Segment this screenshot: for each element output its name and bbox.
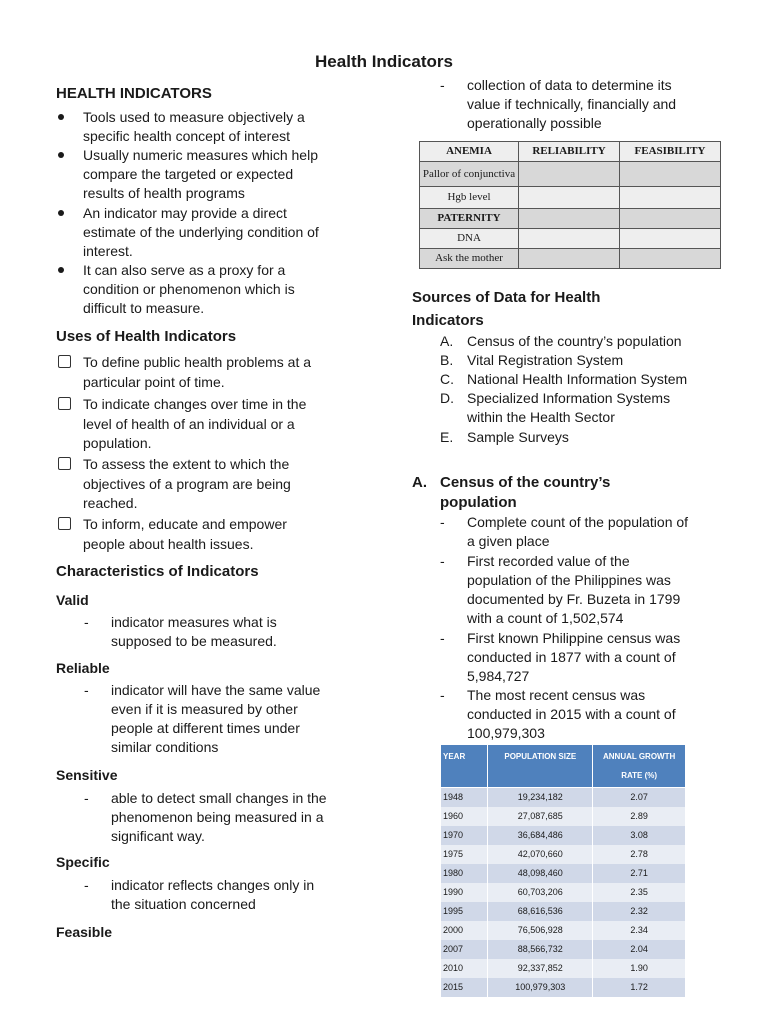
source-letter: C. xyxy=(440,371,454,387)
characteristic-sensitive-label: Sensitive xyxy=(56,767,118,783)
source-text-line: within the Health Sector xyxy=(467,409,615,425)
characteristic-text-line: phenomenon being measured in a xyxy=(111,809,324,825)
reliability-feasibility-table xyxy=(419,141,721,269)
uses-text-line: particular point of time. xyxy=(83,373,225,390)
pop-cell-growth: 2.04 xyxy=(593,940,686,959)
pop-cell-year: 1975 xyxy=(441,845,488,864)
dash-marker: - xyxy=(84,682,89,698)
pop-cell-year: 1948 xyxy=(441,788,488,808)
pop-cell-year: 1960 xyxy=(441,807,488,826)
pop-cell-size: 100,979,303 xyxy=(488,978,593,997)
bullet-text-line: interest. xyxy=(83,243,133,259)
pop-cell-growth: 1.72 xyxy=(593,978,686,997)
pop-cell-growth: 2.35 xyxy=(593,883,686,902)
pop-cell-size: 36,684,486 xyxy=(488,826,593,845)
pop-cell-year: 2015 xyxy=(441,978,488,997)
bullet-text-line: results of health programs xyxy=(83,185,245,201)
pop-cell-growth: 2.34 xyxy=(593,921,686,940)
dash-marker: - xyxy=(440,514,445,530)
source-text-line: Vital Registration System xyxy=(467,352,624,368)
pop-cell-year: 1995 xyxy=(441,902,488,921)
source-letter: D. xyxy=(440,390,454,406)
bullet-icon xyxy=(58,114,64,120)
bullet-text-line: condition or phenomenon which is xyxy=(83,281,295,297)
pop-cell-growth: 2.71 xyxy=(593,864,686,883)
pop-cell-growth: 2.32 xyxy=(593,902,686,921)
uses-text-line: To assess the extent to which the xyxy=(83,456,290,472)
dash-marker: - xyxy=(440,630,445,646)
rel-cell xyxy=(620,229,721,249)
census-text-line: conducted in 2015 with a count of xyxy=(467,706,676,722)
source-letter: E. xyxy=(440,429,454,445)
pop-cell-year: 2000 xyxy=(441,921,488,940)
table-row xyxy=(441,883,686,902)
population-table xyxy=(440,744,686,997)
rel-header-feasibility: FEASIBILITY xyxy=(620,142,721,162)
uses-text-line: reached. xyxy=(83,495,138,511)
bullet-icon xyxy=(58,152,64,158)
dash-marker: - xyxy=(440,77,445,93)
dash-marker: - xyxy=(440,687,445,703)
table-row xyxy=(441,940,686,959)
characteristic-text-line: similar conditions xyxy=(111,739,219,755)
source-letter: B. xyxy=(440,352,454,368)
census-text-line: 100,979,303 xyxy=(467,725,545,741)
pop-cell-growth: 1.90 xyxy=(593,959,686,978)
section-heading-characteristics: Characteristics of Indicators xyxy=(56,563,259,580)
sources-heading-line: Sources of Data for Health xyxy=(412,289,601,306)
table-row xyxy=(441,845,686,864)
rel-row-label: Hgb level xyxy=(420,187,519,209)
pop-cell-year: 1980 xyxy=(441,864,488,883)
table-row xyxy=(441,978,686,997)
census-heading-line: Census of the country’s xyxy=(440,474,611,491)
checkbox-icon xyxy=(58,355,71,368)
pop-cell-size: 42,070,660 xyxy=(488,845,593,864)
uses-text-line: level of health of an individual or a xyxy=(83,415,295,432)
bullet-text-line: It can also serve as a proxy for a xyxy=(83,262,286,278)
pop-cell-growth: 2.07 xyxy=(593,788,686,808)
dash-marker: - xyxy=(84,877,89,893)
characteristic-text-line: significant way. xyxy=(111,828,205,844)
rel-row-label: DNA xyxy=(420,229,519,249)
characteristic-text-line: indicator measures what is xyxy=(111,614,277,630)
bullet-text-line: An indicator may provide a direct xyxy=(83,205,287,221)
census-text-line: conducted in 1877 with a count of xyxy=(467,649,676,665)
census-heading-line: population xyxy=(440,494,517,511)
census-letter: A. xyxy=(412,474,427,491)
pop-cell-size: 76,506,928 xyxy=(488,921,593,940)
bullet-text-line: estimate of the underlying condition of xyxy=(83,224,319,240)
pop-cell-size: 88,566,732 xyxy=(488,940,593,959)
rel-cell xyxy=(519,229,620,249)
pop-cell-growth: 2.89 xyxy=(593,807,686,826)
rel-cell xyxy=(519,187,620,209)
checkbox-icon xyxy=(58,457,71,470)
pop-cell-year: 2007 xyxy=(441,940,488,959)
rel-header-reliability: RELIABILITY xyxy=(519,142,620,162)
characteristic-specific-label: Specific xyxy=(56,854,110,870)
pop-cell-size: 60,703,206 xyxy=(488,883,593,902)
source-letter: A. xyxy=(440,333,454,349)
characteristic-text-line: able to detect small changes in the xyxy=(111,790,327,806)
feasible-text-line: value if technically, financially and xyxy=(467,96,677,112)
table-row xyxy=(441,902,686,921)
rel-cell xyxy=(519,162,620,187)
rel-cell xyxy=(519,209,620,229)
source-text-line: Specialized Information Systems xyxy=(467,390,671,406)
characteristic-feasible-label: Feasible xyxy=(56,924,113,940)
rel-header-anemia: ANEMIA xyxy=(420,142,519,162)
pop-cell-size: 48,098,460 xyxy=(488,864,593,883)
dash-marker: - xyxy=(84,790,89,806)
pop-cell-size: 19,234,182 xyxy=(488,788,593,808)
rel-cell xyxy=(620,187,721,209)
bullet-text-line: compare the targeted or expected xyxy=(83,166,294,182)
pop-cell-growth: 2.78 xyxy=(593,845,686,864)
dash-marker: - xyxy=(84,614,89,630)
uses-text-line: To define public health problems at a xyxy=(83,354,312,370)
population-table-body xyxy=(441,788,686,998)
section-heading-uses: Uses of Health Indicators xyxy=(56,328,237,345)
feasible-text-line: operationally possible xyxy=(467,115,602,131)
rel-row-label: Ask the mother xyxy=(420,249,519,269)
checkbox-icon xyxy=(58,517,71,530)
pop-cell-size: 27,087,685 xyxy=(488,807,593,826)
uses-text-line: objectives of a program are being xyxy=(83,475,291,492)
rel-cell xyxy=(620,249,721,269)
rel-cell xyxy=(620,162,721,187)
pop-cell-year: 2010 xyxy=(441,959,488,978)
pop-cell-year: 1970 xyxy=(441,826,488,845)
table-row xyxy=(441,788,686,808)
census-text-line: First known Philippine census was xyxy=(467,630,681,646)
source-text-line: Sample Surveys xyxy=(467,429,569,445)
section-heading-census xyxy=(440,473,610,513)
pop-cell-size: 68,616,536 xyxy=(488,902,593,921)
section-heading-health-indicators: HEALTH INDICATORS xyxy=(56,85,212,102)
characteristic-text-line: supposed to be measured. xyxy=(111,633,277,649)
table-row xyxy=(441,864,686,883)
characteristic-text-line: indicator reflects changes only in xyxy=(111,877,315,893)
census-text-line: documented by Fr. Buzeta in 1799 xyxy=(467,591,681,607)
checkbox-icon xyxy=(58,397,71,410)
characteristic-text-line: indicator will have the same value xyxy=(111,682,321,698)
bullet-icon xyxy=(58,210,64,216)
uses-text-line: population. xyxy=(83,435,152,451)
bullet-text-line: difficult to measure. xyxy=(83,300,205,316)
table-row xyxy=(441,826,686,845)
bullet-text-line: Usually numeric measures which help xyxy=(83,147,318,163)
census-text-line: population of the Philippines was xyxy=(467,572,671,588)
census-text-line: 5,984,727 xyxy=(467,668,530,684)
uses-text-line: To inform, educate and empower xyxy=(83,516,287,532)
section-heading-sources xyxy=(412,286,600,332)
rel-row-label: Pallor of conjunctiva xyxy=(420,162,519,187)
table-row xyxy=(441,921,686,940)
bullet-text-line: Tools used to measure objectively a xyxy=(83,109,305,125)
census-text-line: Complete count of the population of xyxy=(467,514,689,530)
characteristic-text-line: people at different times under xyxy=(111,720,300,736)
page-title: Health Indicators xyxy=(315,52,453,71)
source-text-line: National Health Information System xyxy=(467,371,688,387)
table-row xyxy=(441,959,686,978)
pop-cell-year: 1990 xyxy=(441,883,488,902)
pop-cell-growth: 3.08 xyxy=(593,826,686,845)
census-text-line: a given place xyxy=(467,533,550,549)
uses-text-line: To indicate changes over time in the xyxy=(83,396,307,412)
rel-row-label: PATERNITY xyxy=(420,209,519,229)
pop-cell-size: 92,337,852 xyxy=(488,959,593,978)
dash-marker: - xyxy=(440,553,445,569)
characteristic-reliable-label: Reliable xyxy=(56,660,110,676)
characteristic-valid-label: Valid xyxy=(56,592,89,608)
bullet-text-line: specific health concept of interest xyxy=(83,128,291,144)
pop-header-size: POPULATION SIZE xyxy=(488,745,593,788)
census-text-line: First recorded value of the xyxy=(467,553,630,569)
census-text-line: with a count of 1,502,574 xyxy=(467,610,624,626)
pop-header-growth: ANNUAL GROWTH RATE (%) xyxy=(593,745,686,788)
rel-cell xyxy=(519,249,620,269)
census-text-line: The most recent census was xyxy=(467,687,646,703)
bullet-icon xyxy=(58,267,64,273)
rel-cell xyxy=(620,209,721,229)
table-row xyxy=(441,807,686,826)
uses-text-line: people about health issues. xyxy=(83,535,254,552)
characteristic-text-line: the situation concerned xyxy=(111,896,256,912)
feasible-text-line: collection of data to determine its xyxy=(467,77,672,93)
source-text-line: Census of the country’s population xyxy=(467,333,682,349)
pop-header-year: YEAR xyxy=(441,745,488,788)
characteristic-text-line: even if it is measured by other xyxy=(111,701,298,717)
sources-heading-line: Indicators xyxy=(412,312,484,329)
